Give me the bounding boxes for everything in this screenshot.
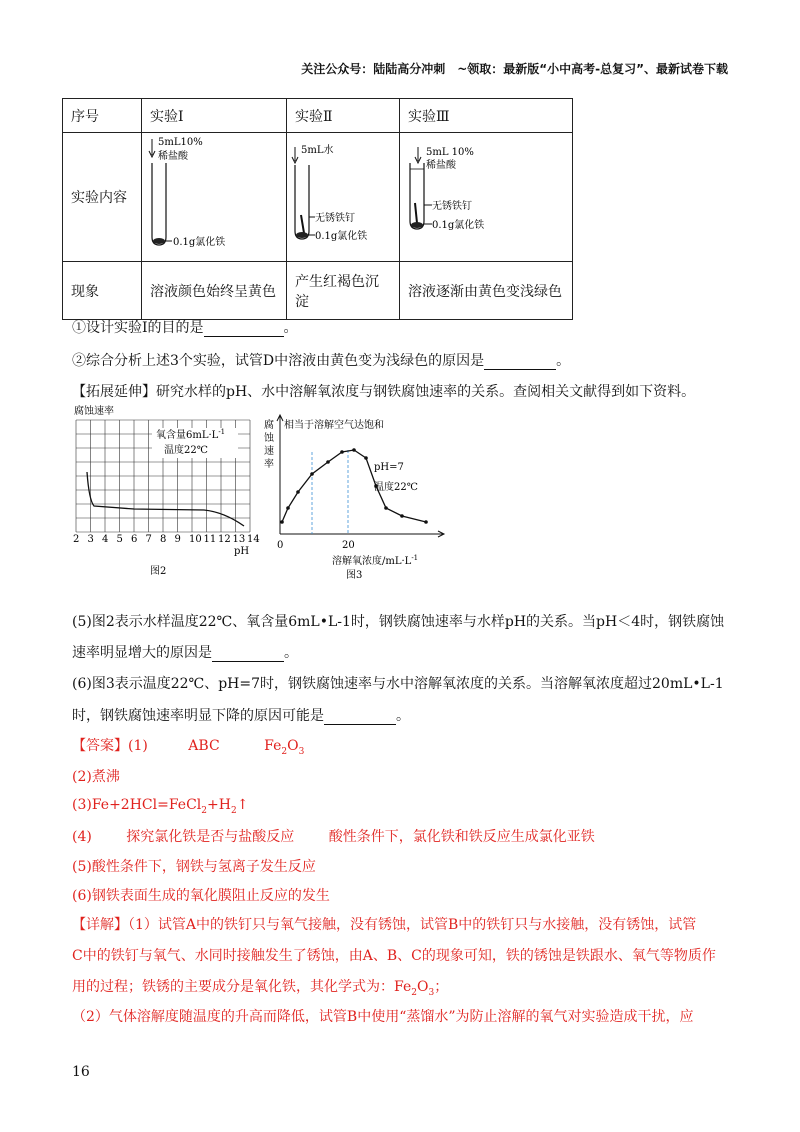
fig3-ylabel-char: 速 [264, 446, 274, 457]
fig3-xtick-20: 20 [342, 540, 355, 551]
fig2-xtick: 8 [160, 534, 167, 545]
fig2-note2: 温度22℃ [164, 445, 208, 456]
exp3-reagent-l2: 稀盐酸 [426, 160, 456, 171]
fig3-ylabel-char: 蚀 [264, 433, 274, 444]
answer-1-value-2: $Fe_2O_3$ [264, 738, 305, 757]
exp2-nail [301, 215, 304, 233]
fig2-xtick: 5 [116, 534, 123, 545]
answer-3: $(3)Fe+2HCl=FeCl_2+H_2↑$ [72, 797, 249, 816]
fig3-note1: pH=7 [374, 462, 404, 473]
fig2-xtick: 14 [247, 534, 260, 545]
detail-line-2: C中的铁钉与氧气、水同时接触发生了锈蚀，由A、B、C的现象可知，铁的锈蚀是铁跟水、氧气等物质作 [72, 948, 716, 964]
exp1-diagram [142, 133, 287, 262]
answer-4-value-2: 酸性条件下，氯化铁和铁反应生成氯化亚铁 [328, 829, 595, 845]
question-2-text: ②综合分析上述3个实验，试管D中溶液由黄色变为浅绿色的原因是 [72, 353, 485, 369]
answer-4-value-1: 探究氯化铁是否与盐酸反应 [126, 829, 295, 845]
table-header-exp1: 实验Ⅰ [142, 99, 287, 133]
question-2 [72, 350, 570, 370]
fig3-ylabel-char: 率 [264, 459, 274, 470]
answer-6: (6)钢铁表面生成的氧化膜阻止反应的发生 [72, 888, 330, 904]
exp3-diagram [400, 133, 573, 262]
figure-3-chart [262, 412, 462, 582]
fig3-ylabel-char: 腐 [264, 420, 274, 431]
exp3-bottom-label: 0.1g氯化铁 [432, 220, 485, 231]
exp3-nail [415, 203, 417, 223]
exp3-test-tube-figure [400, 133, 572, 257]
exp1-powder [153, 238, 165, 244]
fig3-data-point [340, 450, 344, 454]
exp3-reagent-l1: 5mL 10% [426, 147, 474, 158]
exp1-test-tube-figure [142, 133, 286, 257]
exp1-reagent-l1: 5mL10% [158, 137, 203, 148]
question-6-text: 时，钢铁腐蚀速率明显下降的原因可能是 [72, 708, 324, 724]
fig3-note2: 温度22℃ [374, 482, 418, 493]
table-header-exp2: 实验Ⅱ [287, 99, 400, 133]
extension-paragraph: 【拓展延伸】研究水样的pH、水中溶解氧浓度与钢铁腐蚀速率的关系。查阅相关文献得到如下资料。 [72, 384, 696, 400]
question-5-line-2 [72, 642, 298, 662]
answer-2: (2)煮沸 [72, 769, 120, 785]
fig3-xlabel: 溶解氧浓度$/mL\cdot L^{-1}$ [332, 554, 419, 567]
exp3-phenomenon: 溶液逐渐由黄色变浅绿色 [400, 262, 573, 320]
exp2-nail-label: 无锈铁钉 [315, 213, 355, 224]
fig3-data-point [424, 520, 428, 524]
fig2-xtick: 9 [174, 534, 181, 545]
question-5-period: 。 [284, 645, 298, 661]
fig3-data-point [310, 472, 314, 476]
question-1-text: ①设计实验Ⅰ的目的是 [72, 320, 204, 336]
fig2-xtick: 2 [73, 534, 80, 545]
fig3-data-point [384, 506, 388, 510]
row-label-content: 实验内容 [63, 133, 142, 262]
exp3-nail-label: 无锈铁钉 [432, 201, 472, 212]
fig2-xtick: 3 [87, 534, 94, 545]
fig3-data-point [326, 460, 330, 464]
answer-4-label: (4) [72, 829, 92, 845]
fig2-xtick: 11 [203, 534, 217, 545]
fig2-xtick: 13 [232, 534, 246, 545]
fig2-xunit: pH [234, 546, 250, 557]
fig3-caption: 图3 [346, 570, 363, 581]
detail-line-4: （2）气体溶解度随温度的升高而降低，试管B中使用“蒸馏水”为防止溶解的氧气对实验造成干扰，应 [72, 1009, 694, 1025]
question-6-period: 。 [396, 708, 410, 724]
table-header-no: 序号 [63, 99, 142, 133]
question-1 [72, 317, 298, 337]
answer-1-value-1: ABC [188, 738, 220, 754]
fig2-note1: 氧含量$6mL\cdot L^{-1}$ [156, 428, 226, 441]
question-5-line-1: (5)图2表示水样温度22℃、氧含量6mL•L-1时，钢铁腐蚀速率与水样pH的关系。当pH＜4时，钢铁腐蚀 [72, 614, 725, 630]
exp3-powder [411, 222, 423, 228]
fig3-data-point [364, 456, 368, 460]
fig2-ylabel: 腐蚀速率 [74, 406, 114, 417]
fig2-xtick: 12 [218, 534, 231, 545]
exp2-diagram [287, 133, 400, 262]
exp1-tube [152, 163, 166, 245]
exp2-tube [295, 165, 309, 239]
answer-label: 【答案】(1) [72, 738, 148, 754]
fig3-data-point [400, 514, 404, 518]
fig2-caption: 图2 [150, 566, 167, 577]
fig3-data-point [286, 506, 290, 510]
answer-5: (5)酸性条件下，钢铁与氢离子发生反应 [72, 859, 316, 875]
fig3-data-point [352, 448, 356, 452]
question-1-period: 。 [283, 320, 298, 336]
exp2-bottom-label: 0.1g氯化铁 [315, 231, 368, 242]
exp1-phenomenon: 溶液颜色始终呈黄色 [142, 262, 287, 320]
fig3-top-note: 相当于溶解空气达饱和 [284, 420, 384, 431]
question-6-line-2 [72, 705, 410, 725]
fig2-xtick: 4 [102, 534, 109, 545]
experiment-table [62, 98, 573, 320]
question-5-text: 速率明显增大的原因是 [72, 645, 212, 661]
page-header: 关注公众号：陆陆高分冲刺 ~领取：最新版“小中高考-总复习”、最新试卷下载 [301, 62, 728, 76]
row-label-phenomenon: 现象 [63, 262, 142, 320]
question-2-period: 。 [556, 353, 571, 369]
answer-1 [72, 735, 304, 757]
fig3-data-point [280, 520, 284, 524]
question-6-line-1: (6)图3表示温度22℃、pH=7时，钢铁腐蚀速率与水中溶解氧浓度的关系。当溶解氧浓度超过20mL•L-1 [72, 676, 724, 692]
page-number: 16 [72, 1064, 90, 1080]
figure-2-chart [64, 402, 264, 582]
exp2-reagent-l1: 5mL水 [301, 145, 334, 156]
fig3-xtick-0: 0 [277, 540, 284, 551]
detail-line-1: 【详解】（1）试管A中的铁钉只与氧气接触，没有锈蚀，试管B中的铁钉只与水接触，没有锈蚀，试管 [72, 917, 697, 933]
answer-4 [72, 826, 595, 846]
fig3-data-point [296, 490, 300, 494]
detail-label: 【详解】 [72, 917, 128, 933]
fig2-xtick: 7 [145, 534, 152, 545]
exp2-test-tube-figure [287, 133, 399, 257]
table-header-exp3: 实验Ⅲ [400, 99, 573, 133]
exp1-bottom-label: 0.1g氯化铁 [173, 237, 226, 248]
detail-line-3: 用的过程；铁锈的主要成分是氧化铁，其化学式为：$Fe_2O_3$； [72, 979, 449, 998]
fig2-xtick: 6 [131, 534, 138, 545]
exp2-powder [296, 232, 308, 238]
fig2-xtick: 10 [189, 534, 202, 545]
exp2-phenomenon: 产生红褐色沉淀 [287, 262, 400, 320]
exp1-reagent-l2: 稀盐酸 [158, 151, 188, 162]
